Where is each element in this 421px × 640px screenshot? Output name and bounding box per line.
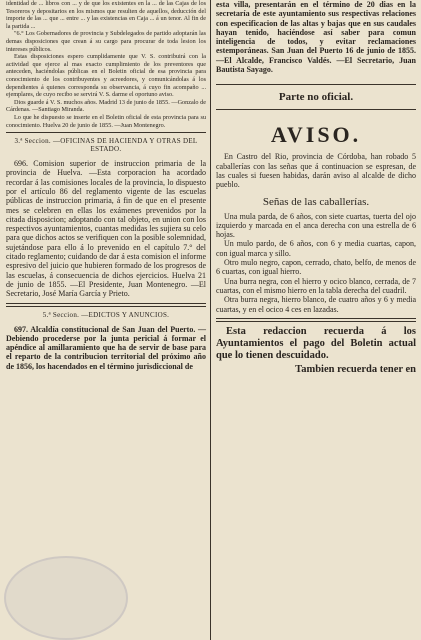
recuerda-text: Esta redaccion recuerda á los Ayuntamientos el pago del Boletin actual que lo tienen descuidado. xyxy=(216,325,416,361)
paragraph-dios: Dios guarde á V. S. muchos años. Madrid 13 de junio de 1855. —Gonzalo de Cárdenas. —Santiago Miranda. xyxy=(6,98,206,114)
paragraph-697: 697. Alcaldía constitucional de San Juan del Puerto. —Debiendo procederse por la junta pericial á formar el apéndice al amillaramiento que ha de servir de base para el reparto de la contribucion territorial del próximo año de 1856, los hacendados en el término jurisdiccional de xyxy=(6,324,206,371)
right-top-text: esta villa, presentarán en el término de 20 dias en la secretaría de este ayuntamiento sus respectivas relaciones con especificacion de las altas y bajas que en sus caudales hayan tenido, haciéndose así saber para comun inteligencia de todos, y evitar reclamaciones estemporáneas. San Juan del Puerto 16 de junio de 1855. —El Alcalde, Francisco Valdés. —El Secretario, Juan Bautista Sayago. xyxy=(216,0,416,75)
right-column xyxy=(216,0,416,375)
senas-1: Una mula parda, de 6 años, con siete cuartas, tuerta del ojo izquierdo y marcada en el anca derecha con una estrella de 6 hojas. xyxy=(216,211,416,240)
paragraph-696: 696. Comision superior de instruccion primaria de la provincia de Huelva. —Esta corporacion ha acordado recordar á las comisiones locales de la provincia, lo dispuesto por el artículo 86 del reglamento vigente de las escuelas públicas de instruccion primaria, á fin de que en el presente mes se celebren en ellas los exámenes prevenidos por la citada disposicion; adoptando con tal objeto, en union con los respectivos ayuntamientos, cuantas medidas les sujiera su celo para que dichos actos se verifiquen con la posible solemnidad, sujetándose para ello á lo prevenido en el capítulo 7.° del citado reglamento; cuidando de dar á esta comision el informe espresivo del juicio que hubieren formado de los progresos de las escuelas, á consecuencia de dichos ejercicios. Huelva 21 de junio de 1855. —El Presidente, Juan Montenegro. —El Secretario, José María García y Prieto. xyxy=(6,159,206,299)
senas-4: Una burra negra, con el hierro y ocico blanco, cerrada, de 7 cuartas, con el mismo hierro en la tabla derecha del cuadril. xyxy=(216,276,416,295)
aviso-heading: AVISO. xyxy=(270,122,362,148)
column-divider xyxy=(210,0,211,640)
tambien-text: Tambien recuerda tener en xyxy=(295,363,416,375)
double-rule-right xyxy=(216,318,416,322)
library-stamp xyxy=(4,556,128,640)
paragraph-lo: Lo que he dispuesto se inserte en el Boletin oficial de esta provincia para su conocimiento. Huelva 20 de junio de 1855. —Juan Montenegro. xyxy=(6,113,206,129)
senas-heading: Señas de las caballerías. xyxy=(262,195,370,208)
left-column xyxy=(6,0,206,371)
senas-2: Un mulo pardo, de 6 años, con 6 y media cuartas, capon, con igual marca y sillo. xyxy=(216,239,416,258)
senas-3: Otro mulo negro, capon, cerrado, chato, belfo, de menos de 6 cuartas, con igual hierro. xyxy=(216,258,416,277)
parte-no-oficial-heading: Parte no oficial. xyxy=(216,84,416,110)
section-5-heading: 5.ª Seccion. —EDICTOS Y ANUNCIOS. xyxy=(42,310,170,319)
paragraph-6: "6.° Los Gobernadores de provincia y Subdelegados de partido adoptarán las demas disposiciones que crean á su cargo para procurar de toda lesion los intereses públicos. xyxy=(6,30,206,53)
senas-5: Otra burra negra, hierro blanco, de cuatro años y 6 y media cuartas, y en el ocico 4 ces en lazadas. xyxy=(216,295,416,314)
divider-rule xyxy=(6,132,206,133)
intro-text: identidad de ... libros con ... y de que los existentes en la ... de las Cajas de los Tesoreros y depositarios en los mismos que resulten de aquellos, deducción del importe de las ... que ... entre ... y las existencias en Caja ... á un tenor. Al fin de la partida ... xyxy=(6,0,206,30)
paragraph-decl: Estas disposiciones espero cumplidamente que V. S. contribuirá con la actividad que ejerce al mas exacto cumplimiento de los preventores que anteceden, haciéndolas públicas en el Boletin oficial de esa provincia para conocimiento de los contribuyentes y acreedores, y comunicándolas á los dependientes á quienes corresponda su observancia, á cuyo fin acompaño ... ejemplares, de cuyo recibo se servirá V. S. darme el oportuno aviso. xyxy=(6,53,206,99)
section-3-heading: 3.ª Seccion. —OFICINAS DE HACIENDA Y OTRAS DEL ESTADO. xyxy=(14,137,198,154)
double-rule xyxy=(6,303,206,307)
aviso-text: En Castro del Rio, provincia de Córdoba, han robado 5 caballerías con las señas que á continuacion se espresan, de las cuales si fuesen habidas, darán aviso al alcalde de dicho pueblo. xyxy=(216,152,416,190)
